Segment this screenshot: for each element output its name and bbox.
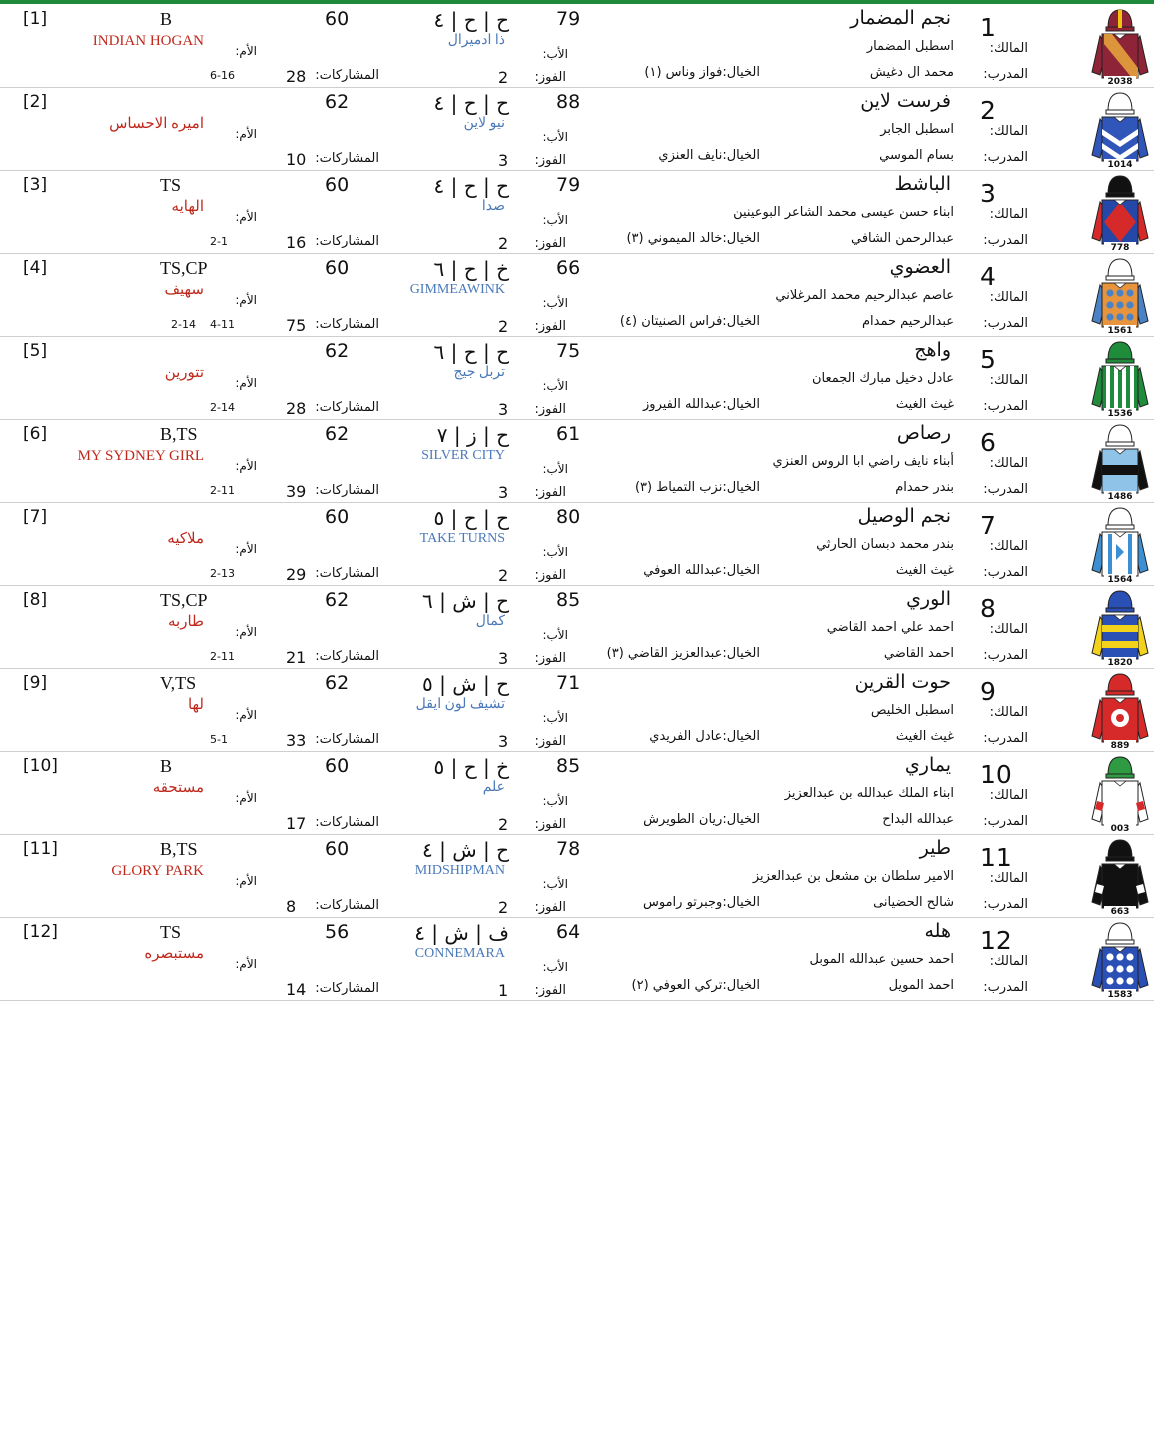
sire-name: تشيف لون ايقل	[415, 697, 505, 712]
runs-count: 14	[286, 980, 307, 999]
horse-name[interactable]: رصاص	[896, 422, 951, 444]
runner-number: 11	[980, 843, 1012, 872]
weight: 56	[325, 921, 350, 943]
owner-name: اسطبل الجابر	[880, 122, 954, 137]
trainer-name: احمد المويل	[888, 978, 954, 993]
owner-name: أبناء نايف راضي ابا الروس العنزي	[772, 454, 954, 469]
jockey-name: الخيال:فواز وناس (١)	[644, 65, 760, 80]
equipment: B,TS	[160, 425, 198, 443]
owner-name: ابناء حسن عيسى محمد الشاعر البوعينين	[733, 205, 954, 220]
runner-row[interactable]	[0, 170, 1154, 254]
trainer-name: غيث الغيث	[895, 397, 954, 412]
rating: 85	[556, 589, 581, 611]
horse-details: ح | ش | ٥	[422, 672, 509, 696]
owner-label: المالك:	[989, 954, 1028, 969]
owner-name: بندر محمد دبسان الحارثي	[816, 537, 954, 552]
form-figure: 6-16	[210, 69, 235, 82]
horse-name[interactable]: نجم المضمار	[850, 7, 951, 29]
svg-text:1820: 1820	[1107, 658, 1133, 667]
dam-name: INDIAN HOGAN	[92, 33, 204, 49]
trainer-label: المدرب:	[983, 67, 1028, 82]
dam-label: الأم:	[235, 874, 257, 888]
jockey-name: الخيال:نزب التمياط (٣)	[634, 480, 760, 495]
svg-text:1561: 1561	[1107, 326, 1133, 335]
runner-row[interactable]	[0, 502, 1154, 586]
wins-label: الفوز:	[534, 319, 566, 334]
horse-name[interactable]: نجم الوصيل	[857, 505, 951, 527]
sire-name: GIMMEAWINK	[409, 282, 505, 297]
weight: 62	[325, 423, 350, 445]
rating: 78	[556, 838, 581, 860]
owner-name: اسطبل الخليص	[870, 703, 954, 718]
jockey-silks-icon	[1088, 670, 1152, 750]
jockey-silks-icon	[1088, 6, 1152, 86]
wins-count: 3	[498, 151, 509, 170]
runner-number: 3	[980, 179, 996, 208]
sire-name: SILVER CITY	[421, 448, 505, 463]
draw-number: [12]	[23, 922, 58, 942]
sire-label: الأب:	[542, 213, 568, 227]
horse-name[interactable]: واهج	[914, 339, 951, 361]
jockey-silks-icon	[1088, 421, 1152, 501]
wins-count: 2	[498, 898, 509, 917]
dam-label: الأم:	[235, 791, 257, 805]
dam-name: تتورين	[164, 365, 204, 381]
weight: 60	[325, 8, 350, 30]
runs-label: المشاركات:	[315, 400, 379, 415]
runner-number: 10	[980, 760, 1012, 789]
draw-number: [6]	[23, 424, 48, 444]
weight: 60	[325, 838, 350, 860]
dam-name: طاربه	[168, 614, 204, 630]
form-figure: 4-11	[210, 318, 235, 331]
runs-label: المشاركات:	[315, 566, 379, 581]
wins-label: الفوز:	[534, 402, 566, 417]
runner-row[interactable]	[0, 917, 1154, 1001]
form-figure: 2-11	[210, 484, 235, 497]
draw-number: [4]	[23, 258, 48, 278]
horse-details: ح | ز | ٧	[436, 423, 509, 447]
dam-name: ملاكيه	[167, 531, 204, 547]
runs-label: المشاركات:	[315, 815, 379, 830]
runs-label: المشاركات:	[315, 317, 379, 332]
trainer-name: غيث الغيث	[895, 563, 954, 578]
runs-count: 28	[286, 67, 307, 86]
sire-label: الأب:	[542, 47, 568, 61]
runs-label: المشاركات:	[315, 649, 379, 664]
jockey-silks-icon	[1088, 836, 1152, 916]
draw-number: [5]	[23, 341, 48, 361]
runner-number: 4	[980, 262, 996, 291]
runner-row[interactable]	[0, 4, 1154, 88]
wins-label: الفوز:	[534, 651, 566, 666]
wins-count: 3	[498, 649, 509, 668]
trainer-label: المدرب:	[983, 565, 1028, 580]
horse-name[interactable]: العضوي	[889, 256, 951, 278]
trainer-label: المدرب:	[983, 233, 1028, 248]
sire-label: الأب:	[542, 711, 568, 725]
owner-label: المالك:	[989, 124, 1028, 139]
runner-number: 6	[980, 428, 996, 457]
runner-number: 1	[980, 13, 996, 42]
wins-label: الفوز:	[534, 568, 566, 583]
sire-label: الأب:	[542, 545, 568, 559]
weight: 62	[325, 672, 350, 694]
runs-count: 28	[286, 399, 307, 418]
jockey-silks-icon	[1088, 504, 1152, 584]
horse-details: ح | ح | ٤	[433, 174, 509, 198]
svg-text:663: 663	[1110, 907, 1130, 916]
draw-number: [9]	[23, 673, 48, 693]
sire-label: الأب:	[542, 379, 568, 393]
rating: 79	[556, 8, 581, 30]
horse-name[interactable]: طير	[919, 837, 951, 859]
wins-label: الفوز:	[534, 485, 566, 500]
dam-label: الأم:	[235, 708, 257, 722]
runs-count: 10	[286, 150, 307, 169]
rating: 61	[556, 423, 581, 445]
trainer-name: عبدالرحيم حمدام	[861, 314, 954, 329]
runs-count: 21	[286, 648, 307, 667]
runs-label: المشاركات:	[315, 151, 379, 166]
jockey-name: الخيال:عبدالعزيز القاضي (٣)	[606, 646, 760, 661]
sire-label: الأب:	[542, 462, 568, 476]
trainer-name: محمد ال دغيش	[869, 65, 954, 80]
horse-details: خ | ح | ٥	[433, 755, 509, 779]
horse-name[interactable]: الباشط	[894, 173, 951, 195]
runner-number: 9	[980, 677, 996, 706]
draw-number: [11]	[23, 839, 58, 859]
trainer-name: عبدالرحمن الشافي	[850, 231, 954, 246]
equipment: TS	[160, 923, 182, 941]
horse-name[interactable]: الوري	[906, 588, 951, 610]
dam-name: لها	[187, 697, 204, 713]
jockey-silks-icon	[1088, 919, 1152, 999]
sire-name: تربل جيج	[453, 365, 505, 380]
jockey-name: الخيال:وجبرتو راموس	[643, 895, 760, 910]
runner-number: 12	[980, 926, 1012, 955]
draw-number: [10]	[23, 756, 58, 776]
runner-number: 7	[980, 511, 996, 540]
horse-details: خ | ح | ٦	[433, 257, 509, 281]
trainer-name: غيث الغيث	[895, 729, 954, 744]
sire-label: الأب:	[542, 960, 568, 974]
sire-name: صدا	[481, 199, 505, 214]
runs-count: 33	[286, 731, 307, 750]
runner-row[interactable]	[0, 253, 1154, 337]
trainer-label: المدرب:	[983, 150, 1028, 165]
horse-details: ح | ح | ٤	[433, 91, 509, 115]
form-figure: 2-11	[210, 650, 235, 663]
owner-name: احمد علي احمد القاضي	[826, 620, 954, 635]
horse-name[interactable]: حوت القرين	[854, 671, 951, 693]
trainer-name: شالح الحضيانى	[873, 895, 954, 910]
runner-row[interactable]	[0, 585, 1154, 669]
wins-label: الفوز:	[534, 900, 566, 915]
sire-name: MIDSHIPMAN	[414, 863, 505, 878]
jockey-silks-icon	[1088, 753, 1152, 833]
rating: 71	[556, 672, 581, 694]
runs-count: 29	[286, 565, 307, 584]
rating: 79	[556, 174, 581, 196]
wins-label: الفوز:	[534, 70, 566, 85]
sire-label: الأب:	[542, 628, 568, 642]
owner-name: عادل دخيل مبارك الجمعان	[811, 371, 954, 386]
trainer-label: المدرب:	[983, 980, 1028, 995]
runner-row[interactable]	[0, 87, 1154, 171]
sire-label: الأب:	[542, 877, 568, 891]
form-figure: 2-14	[210, 401, 235, 414]
equipment: TS,CP	[160, 591, 208, 609]
runner-row[interactable]	[0, 751, 1154, 835]
dam-name: اميره الاحساس	[109, 116, 204, 132]
wins-count: 2	[498, 234, 509, 253]
owner-label: المالك:	[989, 456, 1028, 471]
jockey-silks-icon	[1088, 89, 1152, 169]
draw-number: [1]	[23, 9, 48, 29]
form-figure: 2-13	[210, 567, 235, 580]
trainer-name: احمد القاضي	[883, 646, 954, 661]
wins-count: 1	[498, 981, 509, 1000]
owner-label: المالك:	[989, 622, 1028, 637]
jockey-name: الخيال:عبدالله الفيروز	[643, 397, 760, 412]
dam-name: سهيف	[164, 282, 204, 298]
jockey-name: الخيال:ريان الطويرش	[643, 812, 760, 827]
owner-name: عاصم عبدالرحيم محمد المرغلاني	[775, 288, 954, 303]
wins-label: الفوز:	[534, 153, 566, 168]
svg-text:1564: 1564	[1107, 575, 1133, 584]
wins-count: 3	[498, 483, 509, 502]
wins-count: 3	[498, 400, 509, 419]
owner-label: المالك:	[989, 705, 1028, 720]
sire-name: علم	[482, 780, 505, 795]
dam-name: مستحقه	[152, 780, 204, 796]
jockey-name: الخيال:نايف العنزي	[658, 148, 760, 163]
owner-label: المالك:	[989, 373, 1028, 388]
owner-label: المالك:	[989, 539, 1028, 554]
svg-text:1536: 1536	[1107, 409, 1133, 418]
wins-label: الفوز:	[534, 983, 566, 998]
draw-number: [2]	[23, 92, 48, 112]
rating: 80	[556, 506, 581, 528]
runs-count: 75	[286, 316, 307, 335]
jockey-silks-icon	[1088, 338, 1152, 418]
weight: 62	[325, 340, 350, 362]
svg-text:2038: 2038	[1107, 77, 1133, 86]
runs-count: 17	[286, 814, 307, 833]
jockey-name: الخيال:عبدالله العوفي	[643, 563, 760, 578]
trainer-label: المدرب:	[983, 648, 1028, 663]
wins-count: 2	[498, 815, 509, 834]
sire-label: الأب:	[542, 296, 568, 310]
sire-name: TAKE TURNS	[419, 531, 505, 546]
equipment: B	[160, 757, 173, 775]
jockey-name: الخيال:عادل الفريدي	[649, 729, 760, 744]
svg-text:003: 003	[1110, 824, 1130, 833]
runner-row[interactable]	[0, 336, 1154, 420]
owner-label: المالك:	[989, 290, 1028, 305]
svg-text:778: 778	[1110, 243, 1130, 252]
horse-details: ح | ش | ٤	[422, 838, 509, 862]
trainer-label: المدرب:	[983, 897, 1028, 912]
dam-label: الأم:	[235, 957, 257, 971]
runs-label: المشاركات:	[315, 732, 379, 747]
horse-name[interactable]: هله	[924, 920, 951, 942]
runner-row[interactable]	[0, 668, 1154, 752]
owner-name: ابناء الملك عبدالله بن عبدالعزيز	[784, 786, 954, 801]
runs-count: 16	[286, 233, 307, 252]
runner-number: 2	[980, 96, 996, 125]
owner-label: المالك:	[989, 788, 1028, 803]
runner-number: 8	[980, 594, 996, 623]
trainer-name: عبدالله البداح	[882, 812, 954, 827]
weight: 60	[325, 755, 350, 777]
jockey-silks-icon	[1088, 172, 1152, 252]
draw-number: [3]	[23, 175, 48, 195]
sire-label: الأب:	[542, 794, 568, 808]
dam-name: MY SYDNEY GIRL	[77, 448, 204, 464]
runs-label: المشاركات:	[315, 981, 379, 996]
wins-count: 2	[498, 566, 509, 585]
trainer-label: المدرب:	[983, 316, 1028, 331]
owner-label: المالك:	[989, 41, 1028, 56]
jockey-silks-icon	[1088, 255, 1152, 335]
rating: 66	[556, 257, 581, 279]
runs-label: المشاركات:	[315, 898, 379, 913]
owner-name: اسطبل المضمار	[866, 39, 954, 54]
sire-label: الأب:	[542, 130, 568, 144]
runs-label: المشاركات:	[315, 483, 379, 498]
dam-label: الأم:	[235, 542, 257, 556]
horse-name[interactable]: يماري	[904, 754, 951, 776]
wins-count: 2	[498, 68, 509, 87]
dam-label: الأم:	[235, 210, 257, 224]
weight: 62	[325, 589, 350, 611]
svg-text:889: 889	[1110, 741, 1130, 750]
owner-name: احمد حسين عبدالله الموبل	[809, 952, 954, 967]
trainer-label: المدرب:	[983, 399, 1028, 414]
svg-text:1014: 1014	[1107, 160, 1133, 169]
dam-label: الأم:	[235, 376, 257, 390]
equipment: V,TS	[160, 674, 197, 692]
equipment: TS	[160, 176, 182, 194]
horse-details: ف | ش | ٤	[414, 921, 509, 945]
trainer-label: المدرب:	[983, 482, 1028, 497]
dam-name: الهايه	[171, 199, 204, 215]
wins-label: الفوز:	[534, 236, 566, 251]
wins-count: 2	[498, 317, 509, 336]
weight: 60	[325, 174, 350, 196]
wins-label: الفوز:	[534, 817, 566, 832]
horse-details: ح | ح | ٥	[433, 506, 509, 530]
runs-count: 8	[286, 897, 297, 916]
horse-details: ح | ح | ٦	[433, 340, 509, 364]
wins-label: الفوز:	[534, 734, 566, 749]
rating: 88	[556, 91, 581, 113]
trainer-name: بسام الموسي	[879, 148, 954, 163]
equipment: B	[160, 10, 173, 28]
trainer-name: بندر حمدام	[895, 480, 954, 495]
jockey-name: الخيال:تركي العوفي (٢)	[631, 978, 760, 993]
rating: 64	[556, 921, 581, 943]
rating: 85	[556, 755, 581, 777]
dam-name: مستبصره	[144, 946, 204, 962]
runs-label: المشاركات:	[315, 234, 379, 249]
horse-details: ح | ح | ٤	[433, 8, 509, 32]
jockey-name: الخيال:خالد الميموني (٣)	[626, 231, 760, 246]
runs-count: 39	[286, 482, 307, 501]
draw-number: [8]	[23, 590, 48, 610]
rating: 75	[556, 340, 581, 362]
dam-label: الأم:	[235, 127, 257, 141]
jockey-silks-icon	[1088, 587, 1152, 667]
sire-name: ذا ادميرال	[447, 33, 505, 48]
runner-number: 5	[980, 345, 996, 374]
weight: 60	[325, 506, 350, 528]
weight: 60	[325, 257, 350, 279]
equipment: TS,CP	[160, 259, 208, 277]
horse-name[interactable]: فرست لاين	[860, 90, 951, 112]
owner-label: المالك:	[989, 871, 1028, 886]
draw-number: [7]	[23, 507, 48, 527]
form-figure: 5-1	[210, 733, 228, 746]
horse-details: ح | ش | ٦	[422, 589, 509, 613]
dam-label: الأم:	[235, 293, 257, 307]
sire-name: كمال	[475, 614, 505, 629]
wins-count: 3	[498, 732, 509, 751]
form-figure: 2-1	[210, 235, 228, 248]
runner-row[interactable]	[0, 834, 1154, 918]
weight: 62	[325, 91, 350, 113]
trainer-label: المدرب:	[983, 814, 1028, 829]
jockey-name: الخيال:فراس الصنيتان (٤)	[619, 314, 760, 329]
trainer-label: المدرب:	[983, 731, 1028, 746]
dam-label: الأم:	[235, 625, 257, 639]
svg-text:1486: 1486	[1107, 492, 1133, 501]
owner-label: المالك:	[989, 207, 1028, 222]
form-figure-secondary: 2-14	[171, 318, 196, 331]
sire-name: CONNEMARA	[414, 946, 505, 961]
runner-row[interactable]	[0, 419, 1154, 503]
dam-name: GLORY PARK	[111, 863, 204, 879]
equipment: B,TS	[160, 840, 198, 858]
runs-label: المشاركات:	[315, 68, 379, 83]
dam-label: الأم:	[235, 459, 257, 473]
sire-name: نيو لاين	[463, 116, 505, 131]
svg-text:1583: 1583	[1107, 990, 1133, 999]
owner-name: الامير سلطان بن مشعل بن عبدالعزيز	[752, 869, 954, 884]
dam-label: الأم:	[235, 44, 257, 58]
